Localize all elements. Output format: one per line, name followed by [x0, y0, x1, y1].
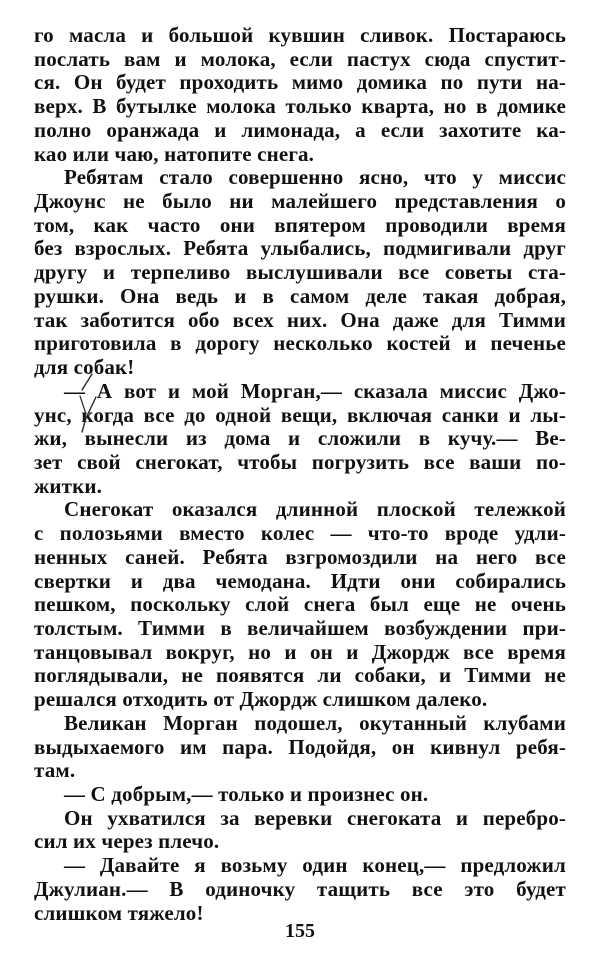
text-line: поглядывали, не появятся ли собаки, и Тимми не [34, 663, 566, 688]
text-line: верх. В бутылке молока только кварта, но в домике [34, 94, 566, 119]
body-text [34, 24, 566, 925]
text-line: Джоунс не было ни малейшего представления о [34, 189, 566, 214]
text-line: житки. [34, 473, 102, 498]
text-line: пешком, поскольку слой снега был еще не очень [34, 592, 566, 617]
text-line: решался отходить от Джордж слишком далеко. [34, 687, 488, 712]
paragraph [34, 712, 566, 783]
text-line: зет свой снегокат, чтобы погрузить все ваши по- [34, 449, 566, 474]
text-line: толстым. Тимми в величайшем возбуждении при- [34, 615, 566, 640]
text-line: унс, когда все до одной вещи, включая санки и лы- [34, 402, 566, 427]
text-line: Джулиан.— В одиночку тащить все это будет [34, 876, 566, 901]
text-line: сил их через плечо. [34, 829, 220, 854]
text-line: го масла и большой кувшин сливок. Постараюсь [34, 23, 566, 47]
text-line: — Давайте я возьму один конец,— предложил [64, 853, 566, 878]
text-line: жи, вынесли из дома и сложили в кучу.— Ве- [34, 426, 566, 451]
text-line: с полозьями вместо колес — что-то вроде удли- [34, 521, 566, 546]
text-line: так заботится обо всех них. Она даже для Тимми [34, 307, 566, 332]
text-line: приготовила в дорогу несколько костей и печенье [34, 331, 566, 356]
paragraph [34, 498, 566, 711]
text-line: там. [34, 758, 76, 783]
paragraph [34, 24, 566, 166]
text-line: без взрослых. Ребята улыбались, подмигивали друг [34, 236, 566, 261]
text-line: для собак! [34, 355, 135, 380]
text-line: рушки. Она ведь и в самом деле такая добрая, [34, 283, 566, 308]
text-line: том, как часто они впятером проводили время [34, 212, 566, 237]
text-line: ся. Он будет проходить мимо домика по пути на- [34, 70, 566, 95]
text-line: другу и терпеливо выслушивали все советы ста- [34, 260, 566, 285]
text-line: свертки и два чемодана. Идти они собирались [34, 568, 566, 593]
text-line: ненных саней. Ребята взгромоздили на него все [34, 544, 566, 569]
paragraph [34, 166, 566, 379]
page-number: 155 [285, 920, 315, 942]
text-line: послать вам и молока, если пастух сюда спустит- [34, 46, 566, 71]
paragraph [34, 854, 566, 925]
text-line: полно оранжада и лимонада, а если захотите ка- [34, 117, 566, 142]
paragraph [34, 807, 566, 854]
text-line: танцовывал вокруг, но и он и Джордж все время [34, 639, 566, 664]
text-line: Он ухватился за веревки снегоката и перебро- [64, 805, 566, 830]
text-line: выдыхаемого им пара. Подойдя, он кивнул ребя- [34, 734, 566, 759]
text-line: Великан Морган подошел, окутанный клубами [64, 710, 566, 735]
text-line: — А вот и мой Морган,— сказала миссис Джо- [64, 378, 566, 403]
paragraph [34, 783, 566, 807]
text-line: Снегокат оказался длинной плоской тележкой [64, 497, 566, 522]
paragraph [34, 380, 566, 499]
text-line: слишком тяжело! [34, 900, 204, 925]
text-line: као или чаю, натопите снега. [34, 141, 315, 166]
text-line: — С добрым,— только и произнес он. [64, 782, 429, 806]
text-line: Ребятам стало совершенно ясно, что у миссис [64, 165, 566, 190]
